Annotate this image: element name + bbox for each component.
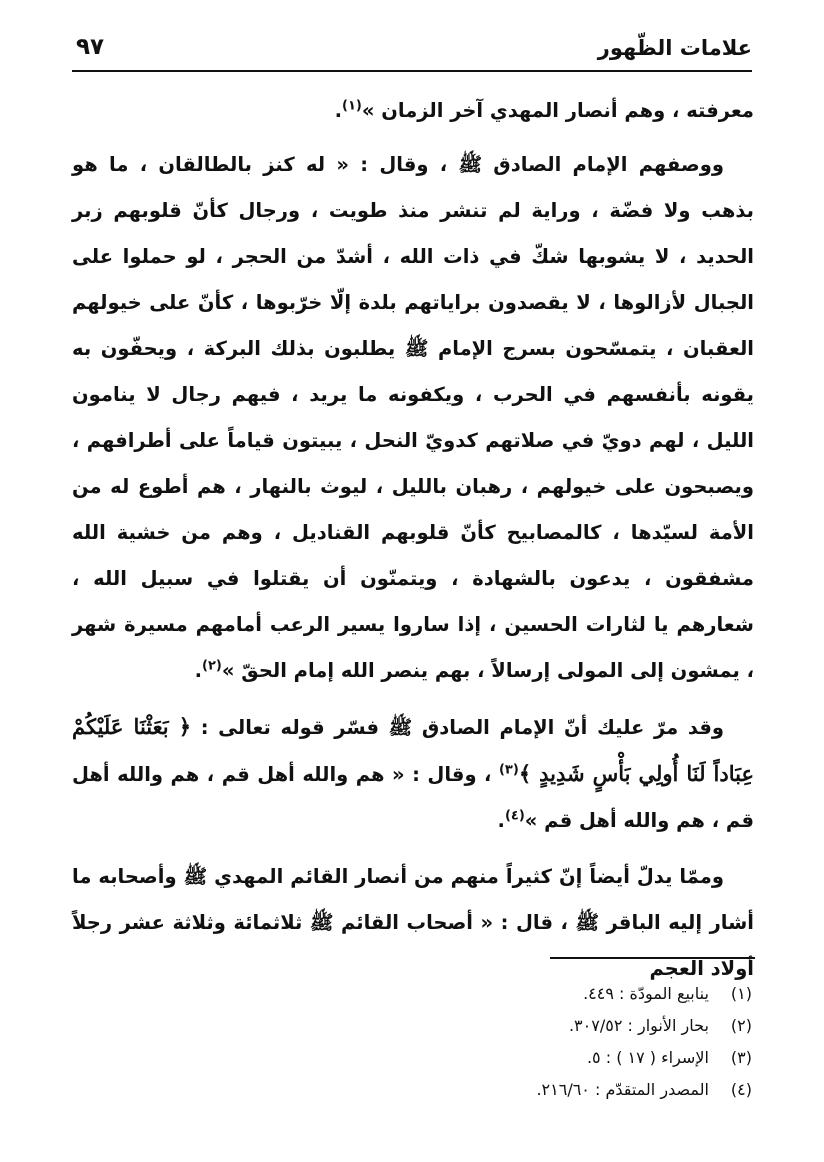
footnote-separator [550,957,755,959]
paragraph-1 [72,88,754,134]
paragraph-3-text-after: ، وقال : « هم والله أهل قم ، هم والله أهل قم ، هم والله أهل قم » [72,763,754,832]
quran-verse: ﴿ بَعَثْنَا عَلَيْكُمْ عِبَاداً لَنَا أُولِي بَأْسٍ شَدِيدٍ ﴾ [72,714,755,786]
footnote-3-number: (٣) [730,1048,752,1067]
running-header [72,34,752,72]
footnote-3-text: الإسراء ( ١٧ ) : ٥. [586,1048,709,1067]
footnote-4-number: (٤) [730,1080,752,1099]
paragraph-2-tail: . [194,659,203,682]
footnote-1-number: (١) [730,984,752,1003]
main-text [72,88,754,992]
footnote-4 [70,1074,752,1106]
header-title: علامات الظّهور [597,36,752,60]
footnote-ref-3: (٣) [498,762,519,778]
page-number: ٩٧ [76,34,105,60]
footnote-2-text: بحار الأنوار : ٣٠٧/٥٢. [568,1016,709,1035]
paragraph-3-tail: . [497,809,505,832]
paragraph-3-text-before: وقد مرّ عليك أنّ الإمام الصادق ﷺ فسّر قوله تعالى : [200,716,724,739]
footnote-1-text: ينابيع المودّة : ٤٤٩. [583,984,709,1003]
footnote-1 [70,978,752,1010]
paragraph-2-text: ووصفهم الإمام الصادق ﷺ ، وقال : « له كنز بالطالقان ، ما هو بذهب ولا فضّة ، وراية لم تنشر منذ طويت ، ورجال كأنّ قلوبهم زبر الحديد ، لا يشوبها شكّ في ذات الله ، أشدّ من الحجر ، لو حملوا على الجبال لأزالوها ، لا يقصدون براياتهم بلدة إلّا خرّبوها ، كأنّ على خيولهم العقبان ، يتمسّحون بسرج الإمام ﷺ يطلبون بذلك البركة ، ويحفّون به يقونه بأنفسهم في الحرب ، ويكفونه ما يريد ، فيهم رجال لا ينامون الليل ، لهم دويّ في صلاتهم كدويّ النحل ، يبيتون قياماً على أطرافهم ، ويصبحون على خيولهم ، رهبان بالليل ، ليوث بالنهار ، هم أطوع له من الأمة لسيّدها ، كالمصابيح كأنّ قلوبهم القناديل ، وهم من خشية الله مشفقون ، يدعون بالشهادة ، ويتمنّون أن يقتلوا في سبيل الله ، شعارهم يا لثارات الحسين ، إذا ساروا يسير الرعب أمامهم مسيرة شهر ، يمشون إلى المولى إرسالاً ، بهم ينصر الله إمام الحقّ » [72,153,754,682]
footnote-2 [70,1010,752,1042]
paragraph-3 [72,704,754,844]
paragraph-4 [72,854,754,992]
footnote-ref-1: (١) [342,98,362,114]
paragraph-2 [72,142,754,694]
paragraph-1-text: معرفته ، وهم أنصار المهدي آخر الزمان » [361,99,754,122]
footnote-3 [70,1042,752,1074]
footnote-ref-2: (٢) [202,658,222,674]
paragraph-4-text: وممّا يدلّ أيضاً إنّ كثيراً منهم من أنصار القائم المهدي ﷺ وأصحابه ما أشار إليه الباقر ﷺ ، قال : « أصحاب القائم ﷺ ثلاثمائة وثلاثة عشر رجلاً أولاد العجم [72,865,754,980]
paragraph-1-tail: . [334,99,343,122]
footnotes [70,978,752,1106]
footnote-ref-4: (٤) [504,808,525,824]
footnote-4-text: المصدر المتقدّم : ٢١٦/٦٠. [536,1080,709,1099]
footnote-2-number: (٢) [730,1016,752,1035]
